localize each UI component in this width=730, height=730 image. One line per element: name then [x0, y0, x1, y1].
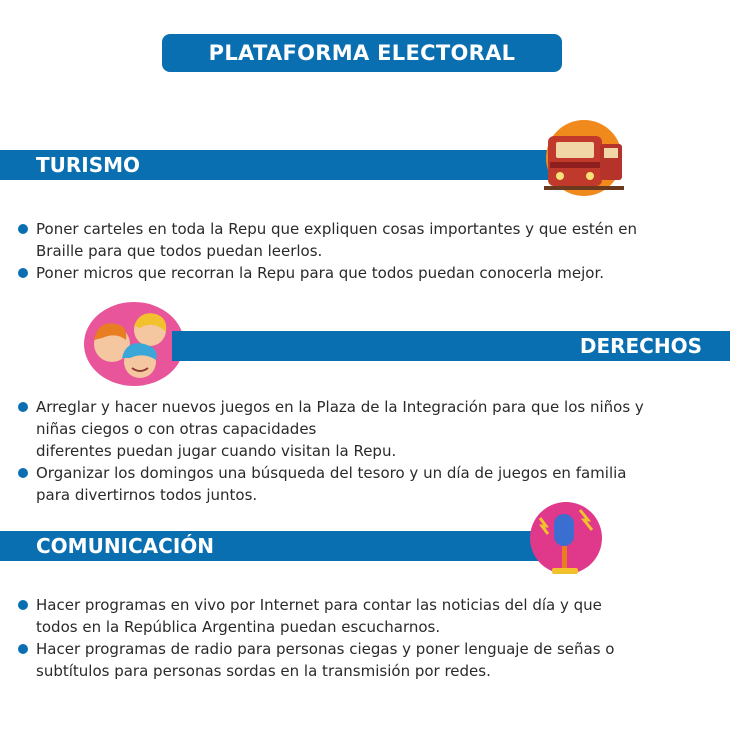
list-item: Arreglar y hacer nuevos juegos en la Plaza de la Integración para que los niños y niñas ciegos o con otras capacidades diferentes puedan jugar cuando visitan la Repu.: [18, 396, 708, 462]
section-heading: DERECHOS: [579, 334, 702, 358]
bullet-dot: [18, 224, 28, 234]
bullet-dot: [18, 600, 28, 610]
list-item: Hacer programas de radio para personas ciegas y poner lenguaje de señas o subtítulos para personas sordas en la transmisión por redes.: [18, 638, 708, 682]
bullet-dot: [18, 468, 28, 478]
section-heading: COMUNICACIÓN: [36, 534, 215, 558]
list-item: Poner carteles en toda la Repu que expliquen cosas importantes y que estén en Braille para que todos puedan leerlos.: [18, 218, 708, 262]
bullet-dot: [18, 644, 28, 654]
section-header-comunicacion: [0, 531, 540, 561]
page-title: PLATAFORMA ELECTORAL: [162, 34, 562, 72]
children-icon: [82, 300, 186, 388]
list-item: Hacer programas en vivo por Internet para contar las noticias del día y que todos en la República Argentina puedan escucharnos.: [18, 594, 708, 638]
section-heading: TURISMO: [36, 153, 141, 177]
train-icon: [534, 118, 626, 198]
section-header-derechos: [172, 331, 730, 361]
section-header-turismo: [0, 150, 550, 180]
list-item: Organizar los domingos una búsqueda del tesoro y un día de juegos en familia para divertirnos todos juntos.: [18, 462, 708, 506]
bullet-dot: [18, 402, 28, 412]
list-item: Poner micros que recorran la Repu para que todos puedan conocerla mejor.: [18, 262, 708, 284]
microphone-icon: [526, 500, 606, 582]
bullet-dot: [18, 268, 28, 278]
